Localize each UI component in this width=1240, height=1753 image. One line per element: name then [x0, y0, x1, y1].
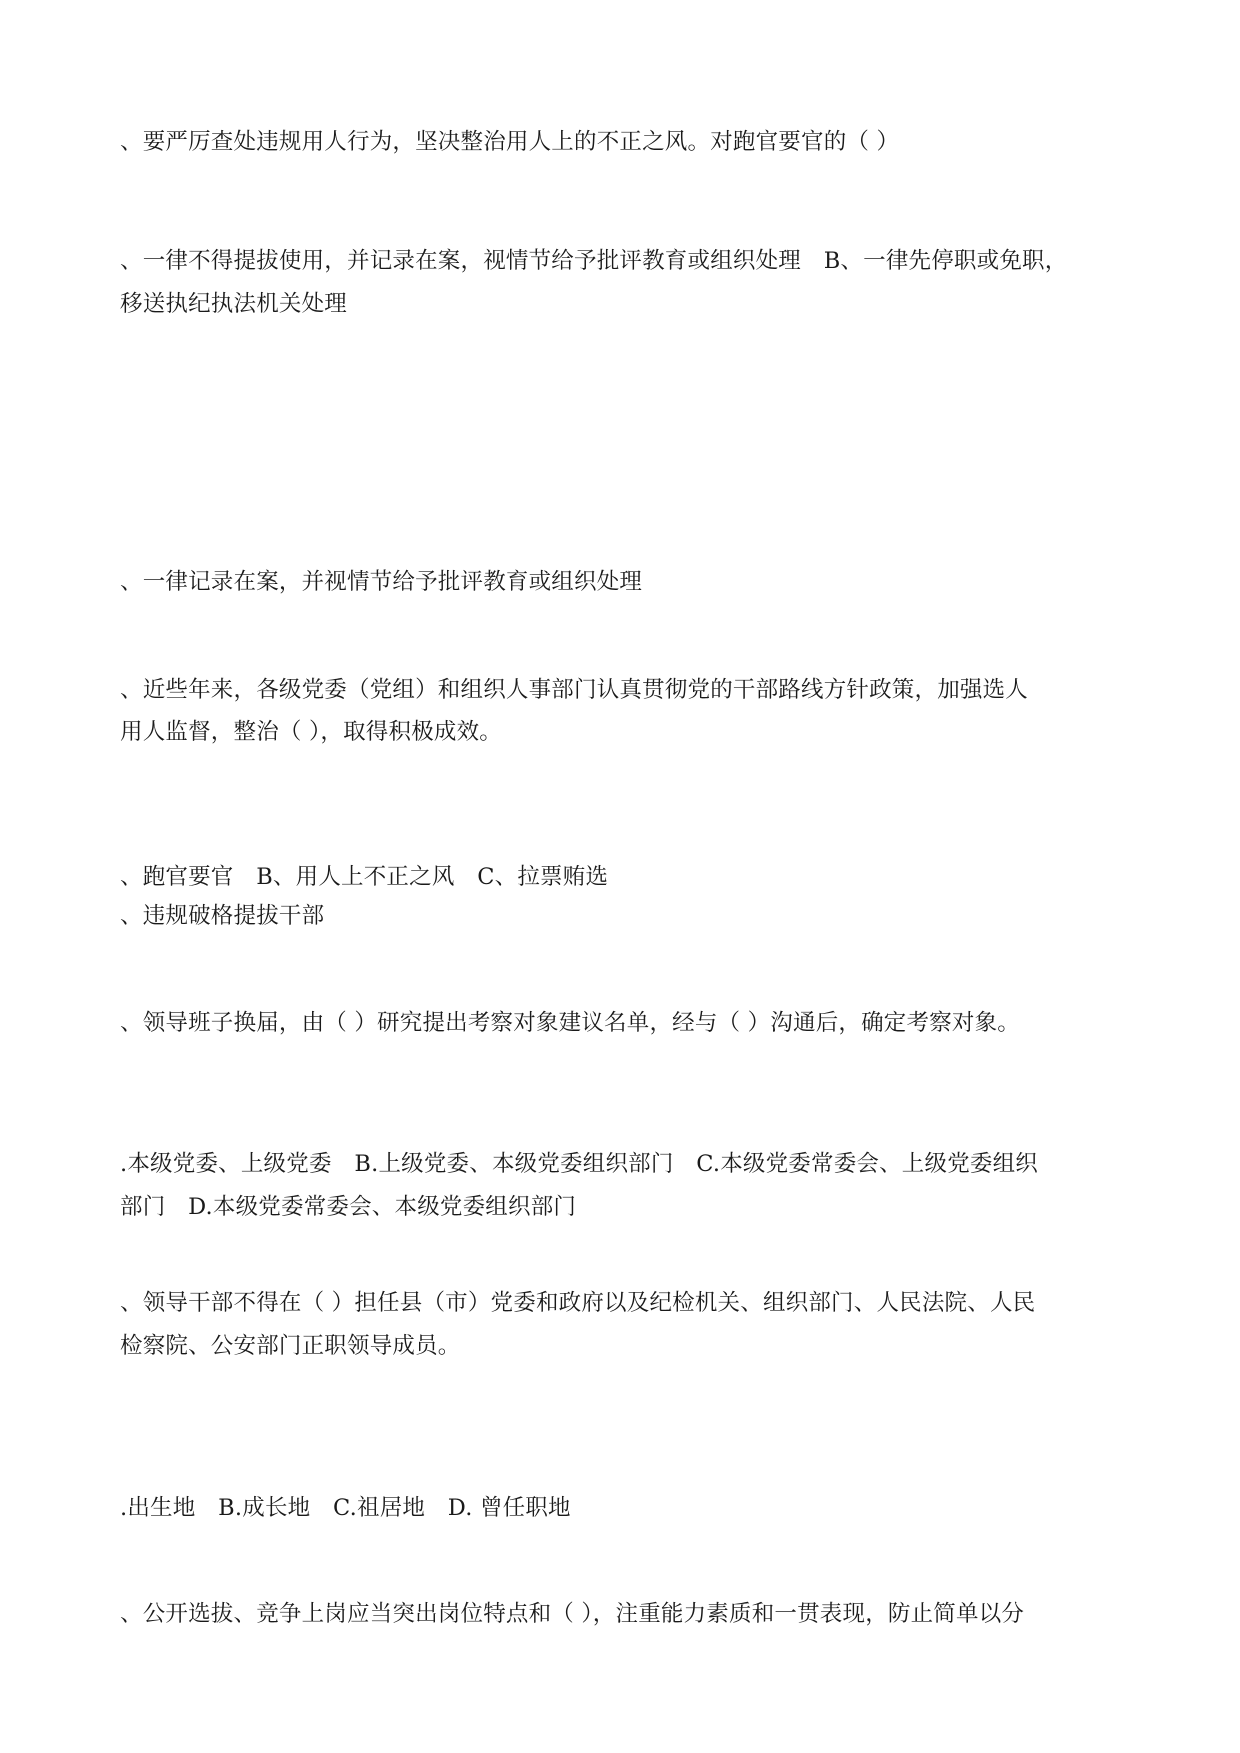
question-1-option-c: 、一律记录在案，并视情节给予批评教育或组织处理 [120, 569, 643, 595]
question-2-stem: 、近些年来，各级党委（党组）和组织人事部门认真贯彻党的干部路线方针政策，加强选人 [120, 677, 1029, 703]
question-4-options: .出生地 B.成长地 C.祖居地 D. 曾任职地 [120, 1495, 571, 1521]
question-2-stem-cont: 用人监督，整治（ ），取得积极成效。 [120, 719, 503, 745]
question-3-options: .本级党委、上级党委 B.上级党委、本级党委组织部门 C.本级党委常委会、上级党委组织 [120, 1151, 1039, 1177]
question-1-option-b-cont: 移送执纪执法机关处理 [120, 291, 348, 317]
question-4-stem-cont: 检察院、公安部门正职领导成员。 [120, 1333, 461, 1359]
question-1-stem: 、要严厉查处违规用人行为，坚决整治用人上的不正之风。对跑官要官的（ ） [120, 129, 900, 155]
question-1-option-a: 、一律不得提拔使用，并记录在案，视情节给予批评教育或组织处理 B、一律先停职或免职， [120, 248, 1068, 274]
question-2-options: 、跑官要官 B、用人上不正之风 C、拉票贿选 [120, 864, 609, 890]
question-3-options-cont: 部门 D.本级党委常委会、本级党委组织部门 [120, 1194, 577, 1220]
question-2-option-d: 、违规破格提拔干部 [120, 903, 325, 929]
question-4-stem: 、领导干部不得在（ ）担任县（市）党委和政府以及纪检机关、组织部门、人民法院、人民 [120, 1290, 1036, 1316]
question-3-stem: 、领导班子换届，由（ ）研究提出考察对象建议名单，经与（ ）沟通后，确定考察对象。 [120, 1010, 1021, 1036]
question-5-stem: 、公开选拔、竞争上岗应当突出岗位特点和（ ），注重能力素质和一贯表现，防止简单以分 [120, 1601, 1025, 1627]
